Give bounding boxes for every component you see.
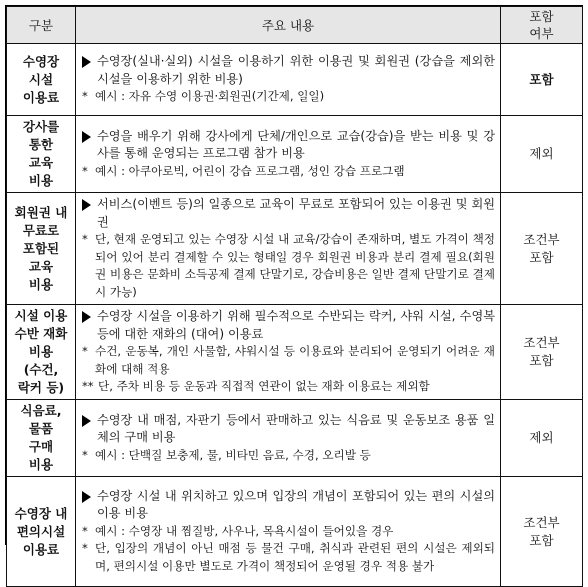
main-text: 수영장 내 매점, 자판기 등에서 판매하고 있는 식음료 및 운동보조 용품 일체의 구매 비용 bbox=[97, 412, 495, 445]
bullet-triangle-icon bbox=[82, 491, 91, 503]
category-line: 비용 bbox=[28, 173, 54, 188]
note-mark: * bbox=[82, 523, 88, 538]
bullet-triangle-icon bbox=[82, 415, 91, 427]
note-text: 단, 주차 비용 등 운동과 직접적 연관이 없는 재화 이용료는 제외함 bbox=[98, 379, 430, 394]
category-line: (수건, bbox=[23, 362, 59, 377]
row-content bbox=[76, 400, 501, 477]
row-content bbox=[76, 477, 501, 587]
row-category bbox=[7, 44, 76, 116]
category-line: 수반 재화 bbox=[14, 326, 68, 341]
row-content bbox=[76, 193, 501, 305]
included-line: 포함 bbox=[529, 532, 554, 548]
info-table bbox=[6, 6, 583, 587]
table-frame bbox=[5, 5, 583, 573]
header-row bbox=[7, 7, 583, 44]
note-text: 예시 : 단백질 보충제, 물, 비타민 음료, 수경, 오리발 등 bbox=[95, 447, 371, 462]
row-category bbox=[7, 400, 76, 477]
category-line: 교육 bbox=[28, 258, 54, 274]
main-item bbox=[82, 128, 495, 163]
row-included bbox=[501, 193, 583, 305]
main-item bbox=[82, 53, 495, 88]
bullet-triangle-icon bbox=[82, 56, 91, 68]
category-line: 무료로 bbox=[22, 222, 60, 238]
category-line: 통한 bbox=[28, 137, 54, 152]
category-line: 식음료, bbox=[20, 403, 62, 418]
header-included-line1: 포함 bbox=[529, 9, 554, 24]
note-item bbox=[82, 447, 495, 465]
header-included-line2: 여부 bbox=[529, 26, 554, 41]
row-included bbox=[501, 477, 583, 587]
main-text: 수영장(실내·실외) 시설을 이용하기 위한 이용권 및 회원권 (강습을 제외한 시설을 이용하기 위한 비용) bbox=[97, 54, 495, 86]
row-included bbox=[501, 44, 583, 116]
included-line: 포함 bbox=[529, 353, 554, 368]
header-content: 주요 내용 bbox=[76, 7, 501, 44]
note-mark: * bbox=[82, 344, 88, 359]
note-text: 예시 : 자유 수영 이용권·회원권(기간제, 일일) bbox=[95, 89, 325, 104]
row-included bbox=[501, 400, 583, 477]
header-category: 구분 bbox=[7, 7, 76, 44]
category-line: 포함된 bbox=[22, 240, 60, 256]
category-line: 편의시설 bbox=[16, 523, 66, 539]
table-row bbox=[7, 193, 583, 305]
note-item bbox=[82, 523, 495, 541]
category-line: 회원권 내 bbox=[14, 204, 68, 220]
row-category bbox=[7, 477, 76, 587]
included-line: 조건부 bbox=[523, 514, 560, 530]
note-mark: * bbox=[82, 163, 88, 178]
note-item bbox=[82, 88, 495, 106]
note-mark: * bbox=[82, 232, 88, 246]
category-line: 비용 bbox=[28, 344, 54, 359]
table-row bbox=[7, 400, 583, 477]
category-line: 비용 bbox=[28, 276, 54, 292]
main-text: 수영장 시설을 이용하기 위해 필수적으로 수반되는 락커, 샤워 시설, 수영복 등에 대한 재화의 (대여) 이용료 bbox=[97, 309, 495, 341]
category-line: 시설 bbox=[28, 71, 54, 87]
note-mark: ** bbox=[82, 379, 94, 394]
included-line: 포함 bbox=[529, 249, 554, 265]
category-line: 수영장 내 bbox=[14, 505, 68, 521]
row-category bbox=[7, 116, 76, 193]
category-line: 교육 bbox=[28, 155, 54, 170]
note-text: 수건, 운동복, 개인 사물함, 샤워시설 등 이용료와 분리되어 운영되기 어려운 재화에 대해 적용 bbox=[95, 344, 495, 376]
category-line: 이용료 bbox=[22, 89, 60, 105]
table-row bbox=[7, 477, 583, 587]
category-line: 시설 이용 bbox=[14, 308, 68, 323]
row-content bbox=[76, 305, 501, 400]
category-line: 락커 등) bbox=[17, 380, 65, 395]
bullet-triangle-icon bbox=[82, 311, 91, 323]
row-content bbox=[76, 116, 501, 193]
table-row bbox=[7, 116, 583, 193]
included-line: 조건부 bbox=[523, 335, 560, 350]
note-text: 예시 : 아쿠아로빅, 어린이 강습 프로그램, 성인 강습 프로그램 bbox=[95, 163, 405, 178]
header-included bbox=[501, 7, 583, 44]
note-mark: * bbox=[82, 89, 88, 104]
category-line: 물품 bbox=[28, 421, 54, 436]
main-text: 서비스(이벤트 등)의 일종으로 교육이 무료로 포함되어 있는 이용권 및 회원권 bbox=[97, 197, 495, 229]
row-included bbox=[501, 116, 583, 193]
note-item bbox=[82, 343, 495, 378]
row-category bbox=[7, 305, 76, 400]
main-item bbox=[82, 196, 495, 231]
note-text: 단, 현재 운영되고 있는 수영장 시설 내 교육/강습이 존재하며, 별도 가격이 책정되어 있어 분리 결제할 수 있는 형태일 경우 회원권 비용과 분리 결제 필요(회원권 비용은 문화비 소득공제 결제 단말기로, 강습비용은 일반 결제 단말기로 결제시 가능) bbox=[95, 232, 495, 299]
row-category bbox=[7, 193, 76, 305]
included-line: 조건부 bbox=[523, 231, 560, 247]
note-mark: * bbox=[82, 541, 88, 556]
row-included bbox=[501, 305, 583, 400]
row-content bbox=[76, 44, 501, 116]
note-text: 단, 입장의 개념이 아닌 매점 등 물건 구매, 취식과 관련된 편의 시설은 제외되며, 편의시설 이용만 별도로 가격이 책정되어 운영될 경우 적용 불가 bbox=[95, 541, 495, 573]
included-line: 포함 bbox=[529, 71, 554, 87]
note-item bbox=[82, 163, 495, 181]
note-text: 예시 : 수영장 내 찜질방, 사우나, 목욕시설이 들어있을 경우 bbox=[95, 523, 394, 538]
main-item bbox=[82, 308, 495, 343]
bullet-triangle-icon bbox=[82, 131, 91, 143]
category-line: 이용료 bbox=[22, 541, 60, 557]
bullet-triangle-icon bbox=[82, 199, 91, 211]
category-line: 수영장 bbox=[22, 53, 60, 69]
included-line: 제외 bbox=[529, 430, 554, 445]
category-line: 비용 bbox=[28, 457, 54, 472]
table-row bbox=[7, 44, 583, 116]
table-row bbox=[7, 305, 583, 400]
category-line: 구매 bbox=[28, 439, 54, 454]
note-item bbox=[82, 540, 495, 575]
included-line: 제외 bbox=[529, 146, 554, 161]
main-text: 수영을 배우기 위해 강사에게 단체/개인으로 교습(강습)을 받는 비용 및 강사를 통해 운영되는 프로그램 참가 비용 bbox=[97, 128, 495, 161]
note-mark: * bbox=[82, 447, 88, 462]
note-item bbox=[82, 231, 495, 301]
category-line: 강사를 bbox=[22, 119, 60, 134]
main-text: 수영장 시설 내 위치하고 있으며 입장의 개념이 포함되어 있는 편의 시설의 이용 비용 bbox=[97, 488, 495, 521]
main-item bbox=[82, 488, 495, 523]
note-item bbox=[82, 378, 495, 396]
main-item bbox=[82, 412, 495, 447]
